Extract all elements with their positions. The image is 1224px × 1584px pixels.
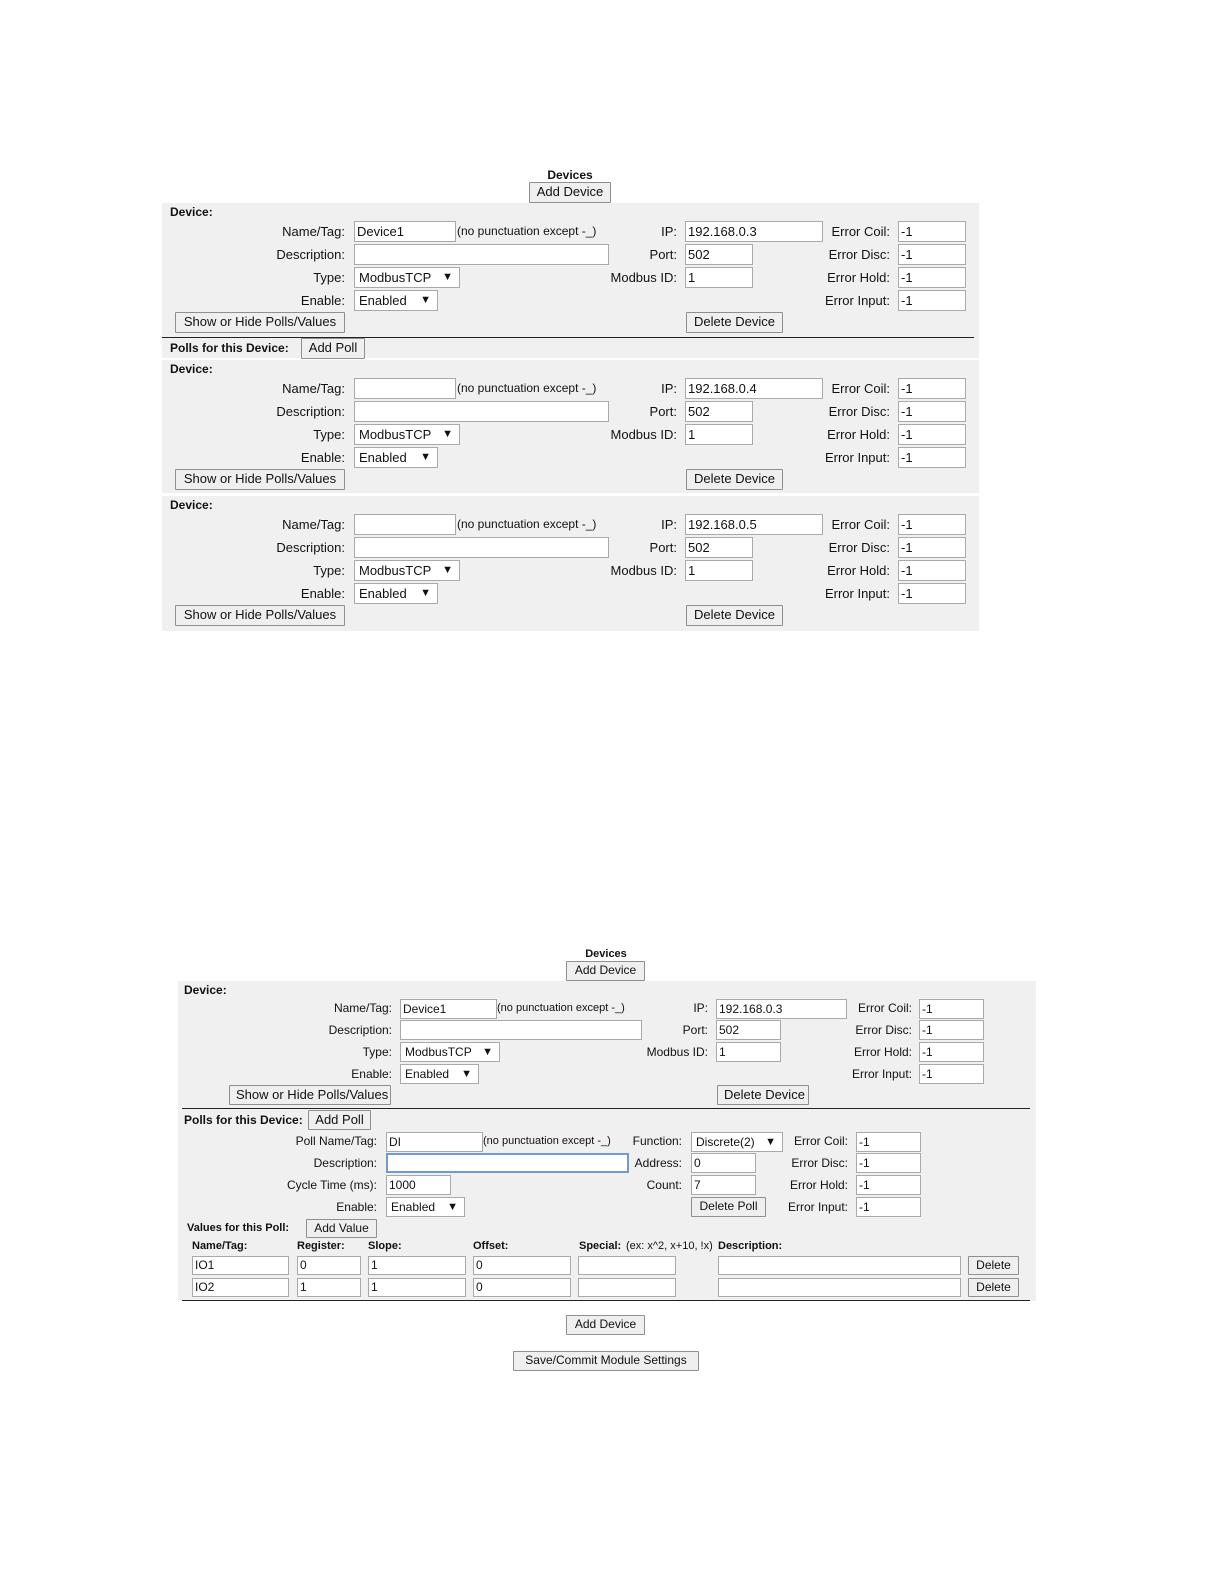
ip-label: IP: xyxy=(661,381,677,396)
device-description-input[interactable] xyxy=(354,537,609,558)
device-description-input[interactable] xyxy=(400,1020,642,1040)
error-disc-input[interactable]: -1 xyxy=(898,244,966,265)
value-register-input[interactable]: 0 xyxy=(297,1256,361,1275)
polls-heading: Polls for this Device: xyxy=(170,341,289,355)
port-label: Port: xyxy=(682,1023,708,1037)
poll-description-label: Description: xyxy=(313,1156,377,1170)
poll-name-tag-label: Poll Name/Tag: xyxy=(295,1134,377,1148)
value-register-input[interactable]: 1 xyxy=(297,1278,361,1297)
name-tag-label: Name/Tag: xyxy=(282,381,345,396)
name-hint: (no punctuation except -_) xyxy=(457,381,597,395)
type-label: Type: xyxy=(313,563,345,578)
value-slope-input[interactable]: 1 xyxy=(368,1278,466,1297)
poll-name-hint: (no punctuation except -_) xyxy=(483,1135,611,1147)
col-register: Register: xyxy=(297,1240,345,1252)
poll-error-hold-label: Error Hold: xyxy=(789,1178,848,1192)
delete-value-button[interactable]: Delete xyxy=(968,1256,1019,1275)
error-hold-label: Error Hold: xyxy=(827,427,890,442)
dropdown-arrow-icon: ▼ xyxy=(765,1136,776,1148)
poll-enable-value: Enabled xyxy=(391,1200,436,1214)
poll-error-hold-input[interactable]: -1 xyxy=(856,1175,921,1195)
name-hint: (no punctuation except -_) xyxy=(457,517,597,531)
device-type-value: ModbusTCP xyxy=(359,270,432,285)
device-type-select[interactable] xyxy=(400,1042,500,1062)
error-coil-input[interactable]: -1 xyxy=(919,999,984,1019)
add-poll-button[interactable]: Add Poll xyxy=(301,338,365,359)
enable-label: Enable: xyxy=(300,450,345,465)
error-input-input[interactable]: -1 xyxy=(898,447,966,468)
error-input-label: Error Input: xyxy=(824,586,890,601)
device-port-input[interactable]: 502 xyxy=(685,401,753,422)
delete-value-button[interactable]: Delete xyxy=(968,1278,1019,1297)
cycle-time-label: Cycle Time (ms): xyxy=(287,1178,377,1192)
enable-label: Enable: xyxy=(300,586,345,601)
port-label: Port: xyxy=(649,540,677,555)
error-hold-input[interactable]: -1 xyxy=(919,1042,984,1062)
type-label: Type: xyxy=(362,1045,392,1059)
add-value-button[interactable]: Add Value xyxy=(306,1219,377,1238)
device-type-select[interactable] xyxy=(354,560,460,581)
dropdown-arrow-icon: ▼ xyxy=(442,271,453,283)
delete-poll-button[interactable]: Delete Poll xyxy=(691,1197,766,1217)
error-hold-input[interactable]: -1 xyxy=(898,424,966,445)
error-input-label: Error Input: xyxy=(851,1067,912,1081)
device-type-value: ModbusTCP xyxy=(405,1045,472,1059)
add-device-button[interactable]: Add Device xyxy=(566,961,645,981)
values-heading: Values for this Poll: xyxy=(187,1222,290,1234)
poll-error-disc-input[interactable]: -1 xyxy=(856,1153,921,1173)
col-description: Description: xyxy=(718,1240,783,1252)
device-enable-select[interactable] xyxy=(354,447,438,468)
error-hold-label: Error Hold: xyxy=(853,1045,912,1059)
name-tag-label: Name/Tag: xyxy=(282,517,345,532)
device-ip-input[interactable]: 192.168.0.4 xyxy=(685,378,823,399)
error-hold-label: Error Hold: xyxy=(827,270,890,285)
poll-enable-label: Enable: xyxy=(336,1200,377,1214)
dropdown-arrow-icon: ▼ xyxy=(442,564,453,576)
modbus-id-label: Modbus ID: xyxy=(610,563,677,578)
poll-error-disc-label: Error Disc: xyxy=(791,1156,848,1170)
device-description-input[interactable] xyxy=(354,401,609,422)
devices-title: Devices xyxy=(585,948,627,960)
device-heading: Device: xyxy=(184,983,227,997)
value-slope-input[interactable]: 1 xyxy=(368,1256,466,1275)
poll-description-input[interactable] xyxy=(386,1153,629,1173)
error-coil-label: Error Coil: xyxy=(857,1001,912,1015)
device-type-select[interactable] xyxy=(354,424,460,445)
description-label: Description: xyxy=(276,247,345,262)
error-input-label: Error Input: xyxy=(824,450,890,465)
count-label: Count: xyxy=(646,1178,682,1192)
divider xyxy=(182,1300,1030,1301)
col-offset: Offset: xyxy=(473,1240,509,1252)
count-input[interactable]: 7 xyxy=(691,1175,756,1195)
description-label: Description: xyxy=(328,1023,392,1037)
device-enable-select[interactable] xyxy=(400,1064,479,1084)
function-value: Discrete(2) xyxy=(696,1135,755,1149)
enable-label: Enable: xyxy=(351,1067,392,1081)
error-disc-label: Error Disc: xyxy=(828,540,890,555)
device-port-input[interactable]: 502 xyxy=(685,244,753,265)
divider xyxy=(162,337,974,338)
ip-label: IP: xyxy=(661,224,677,239)
device-type-value: ModbusTCP xyxy=(359,427,432,442)
dropdown-arrow-icon: ▼ xyxy=(447,1201,458,1213)
value-name-input[interactable]: IO2 xyxy=(192,1278,289,1297)
modbus-id-label: Modbus ID: xyxy=(610,427,677,442)
device-port-input[interactable]: 502 xyxy=(685,537,753,558)
delete-device-button[interactable]: Delete Device xyxy=(717,1085,809,1105)
port-label: Port: xyxy=(649,247,677,262)
value-special-input[interactable] xyxy=(578,1278,676,1297)
add-poll-button[interactable]: Add Poll xyxy=(308,1110,371,1130)
ip-label: IP: xyxy=(661,517,677,532)
device-description-input[interactable] xyxy=(354,244,609,265)
device-enable-value: Enabled xyxy=(359,586,407,601)
description-label: Description: xyxy=(276,540,345,555)
value-description-input[interactable] xyxy=(718,1256,961,1275)
error-coil-input[interactable]: -1 xyxy=(898,221,966,242)
error-coil-input[interactable]: -1 xyxy=(898,378,966,399)
polls-heading: Polls for this Device: xyxy=(184,1113,303,1127)
modbus-id-label: Modbus ID: xyxy=(646,1045,708,1059)
col-special-hint: (ex: x^2, x+10, !x) xyxy=(626,1240,713,1252)
device-heading: Device: xyxy=(170,498,213,512)
error-input-input[interactable]: -1 xyxy=(919,1064,984,1084)
type-label: Type: xyxy=(313,427,345,442)
value-description-input[interactable] xyxy=(718,1278,961,1297)
cycle-time-input[interactable]: 1000 xyxy=(386,1175,451,1195)
error-hold-label: Error Hold: xyxy=(827,563,890,578)
device-modbus-id-input[interactable]: 1 xyxy=(716,1042,781,1062)
device-heading: Device: xyxy=(170,205,213,219)
error-disc-label: Error Disc: xyxy=(828,247,890,262)
dropdown-arrow-icon: ▼ xyxy=(482,1046,493,1058)
dropdown-arrow-icon: ▼ xyxy=(442,428,453,440)
value-special-input[interactable] xyxy=(578,1256,676,1275)
description-label: Description: xyxy=(276,404,345,419)
error-hold-input[interactable]: -1 xyxy=(898,267,966,288)
device-name-input[interactable] xyxy=(354,378,456,399)
value-offset-input[interactable]: 0 xyxy=(473,1278,571,1297)
device-port-input[interactable]: 502 xyxy=(716,1020,781,1040)
error-disc-label: Error Disc: xyxy=(828,404,890,419)
device-ip-input[interactable]: 192.168.0.5 xyxy=(685,514,823,535)
delete-device-button[interactable]: Delete Device xyxy=(686,312,783,333)
device-modbus-id-input[interactable]: 1 xyxy=(685,267,753,288)
device-enable-select[interactable] xyxy=(354,290,438,311)
error-input-input[interactable]: -1 xyxy=(898,290,966,311)
dropdown-arrow-icon: ▼ xyxy=(461,1068,472,1080)
device-heading: Device: xyxy=(170,362,213,376)
name-tag-label: Name/Tag: xyxy=(333,1001,392,1015)
device-modbus-id-input[interactable]: 1 xyxy=(685,424,753,445)
col-name-tag: Name/Tag: xyxy=(192,1240,248,1252)
name-hint: (no punctuation except -_) xyxy=(457,224,597,238)
value-offset-input[interactable]: 0 xyxy=(473,1256,571,1275)
col-slope: Slope: xyxy=(368,1240,402,1252)
device-type-value: ModbusTCP xyxy=(359,563,432,578)
port-label: Port: xyxy=(649,404,677,419)
add-device-button-bottom[interactable]: Add Device xyxy=(566,1315,645,1335)
enable-label: Enable: xyxy=(300,293,345,308)
device-name-input[interactable]: Device1 xyxy=(354,221,456,242)
show-hide-polls-button[interactable]: Show or Hide Polls/Values xyxy=(229,1085,391,1105)
error-disc-input[interactable]: -1 xyxy=(898,401,966,422)
poll-error-input-input[interactable]: -1 xyxy=(856,1197,921,1217)
value-name-input[interactable]: IO1 xyxy=(192,1256,289,1275)
show-hide-polls-button[interactable]: Show or Hide Polls/Values xyxy=(175,469,345,490)
name-hint: (no punctuation except -_) xyxy=(497,1002,625,1014)
name-tag-label: Name/Tag: xyxy=(282,224,345,239)
error-input-label: Error Input: xyxy=(824,293,890,308)
device-enable-value: Enabled xyxy=(359,293,407,308)
device-name-input[interactable]: Device1 xyxy=(400,999,497,1019)
error-disc-input[interactable]: -1 xyxy=(898,537,966,558)
devices-title: Devices xyxy=(547,168,593,182)
device-name-input[interactable] xyxy=(354,514,456,535)
error-input-input[interactable]: -1 xyxy=(898,583,966,604)
device-ip-input[interactable]: 192.168.0.3 xyxy=(685,221,823,242)
device-type-select[interactable] xyxy=(354,267,460,288)
error-coil-label: Error Coil: xyxy=(831,381,890,396)
save-commit-button[interactable]: Save/Commit Module Settings xyxy=(513,1351,699,1371)
type-label: Type: xyxy=(313,270,345,285)
function-label: Function: xyxy=(632,1134,682,1148)
modbus-id-label: Modbus ID: xyxy=(610,270,677,285)
show-hide-polls-button[interactable]: Show or Hide Polls/Values xyxy=(175,312,345,333)
poll-error-coil-input[interactable]: -1 xyxy=(856,1132,921,1152)
error-disc-label: Error Disc: xyxy=(855,1023,912,1037)
error-coil-label: Error Coil: xyxy=(831,517,890,532)
dropdown-arrow-icon: ▼ xyxy=(420,451,431,463)
show-hide-polls-button[interactable]: Show or Hide Polls/Values xyxy=(175,605,345,626)
device-enable-value: Enabled xyxy=(405,1067,450,1081)
dropdown-arrow-icon: ▼ xyxy=(420,294,431,306)
poll-error-input-label: Error Input: xyxy=(787,1200,848,1214)
add-device-button[interactable]: Add Device xyxy=(529,182,611,203)
error-coil-label: Error Coil: xyxy=(831,224,890,239)
address-label: Address: xyxy=(634,1156,682,1170)
ip-label: IP: xyxy=(693,1001,708,1015)
error-disc-input[interactable]: -1 xyxy=(919,1020,984,1040)
poll-enable-select[interactable] xyxy=(386,1197,465,1217)
dropdown-arrow-icon: ▼ xyxy=(420,587,431,599)
divider xyxy=(182,1108,1030,1109)
device-enable-value: Enabled xyxy=(359,450,407,465)
delete-device-button[interactable]: Delete Device xyxy=(686,605,783,626)
col-special: Special: xyxy=(579,1240,622,1252)
error-coil-input[interactable]: -1 xyxy=(898,514,966,535)
device-modbus-id-input[interactable]: 1 xyxy=(685,560,753,581)
device-ip-input[interactable]: 192.168.0.3 xyxy=(716,999,847,1019)
delete-device-button[interactable]: Delete Device xyxy=(686,469,783,490)
error-hold-input[interactable]: -1 xyxy=(898,560,966,581)
poll-error-coil-label: Error Coil: xyxy=(793,1134,848,1148)
device-enable-select[interactable] xyxy=(354,583,438,604)
poll-name-input[interactable]: DI xyxy=(386,1132,483,1152)
address-input[interactable]: 0 xyxy=(691,1153,756,1173)
